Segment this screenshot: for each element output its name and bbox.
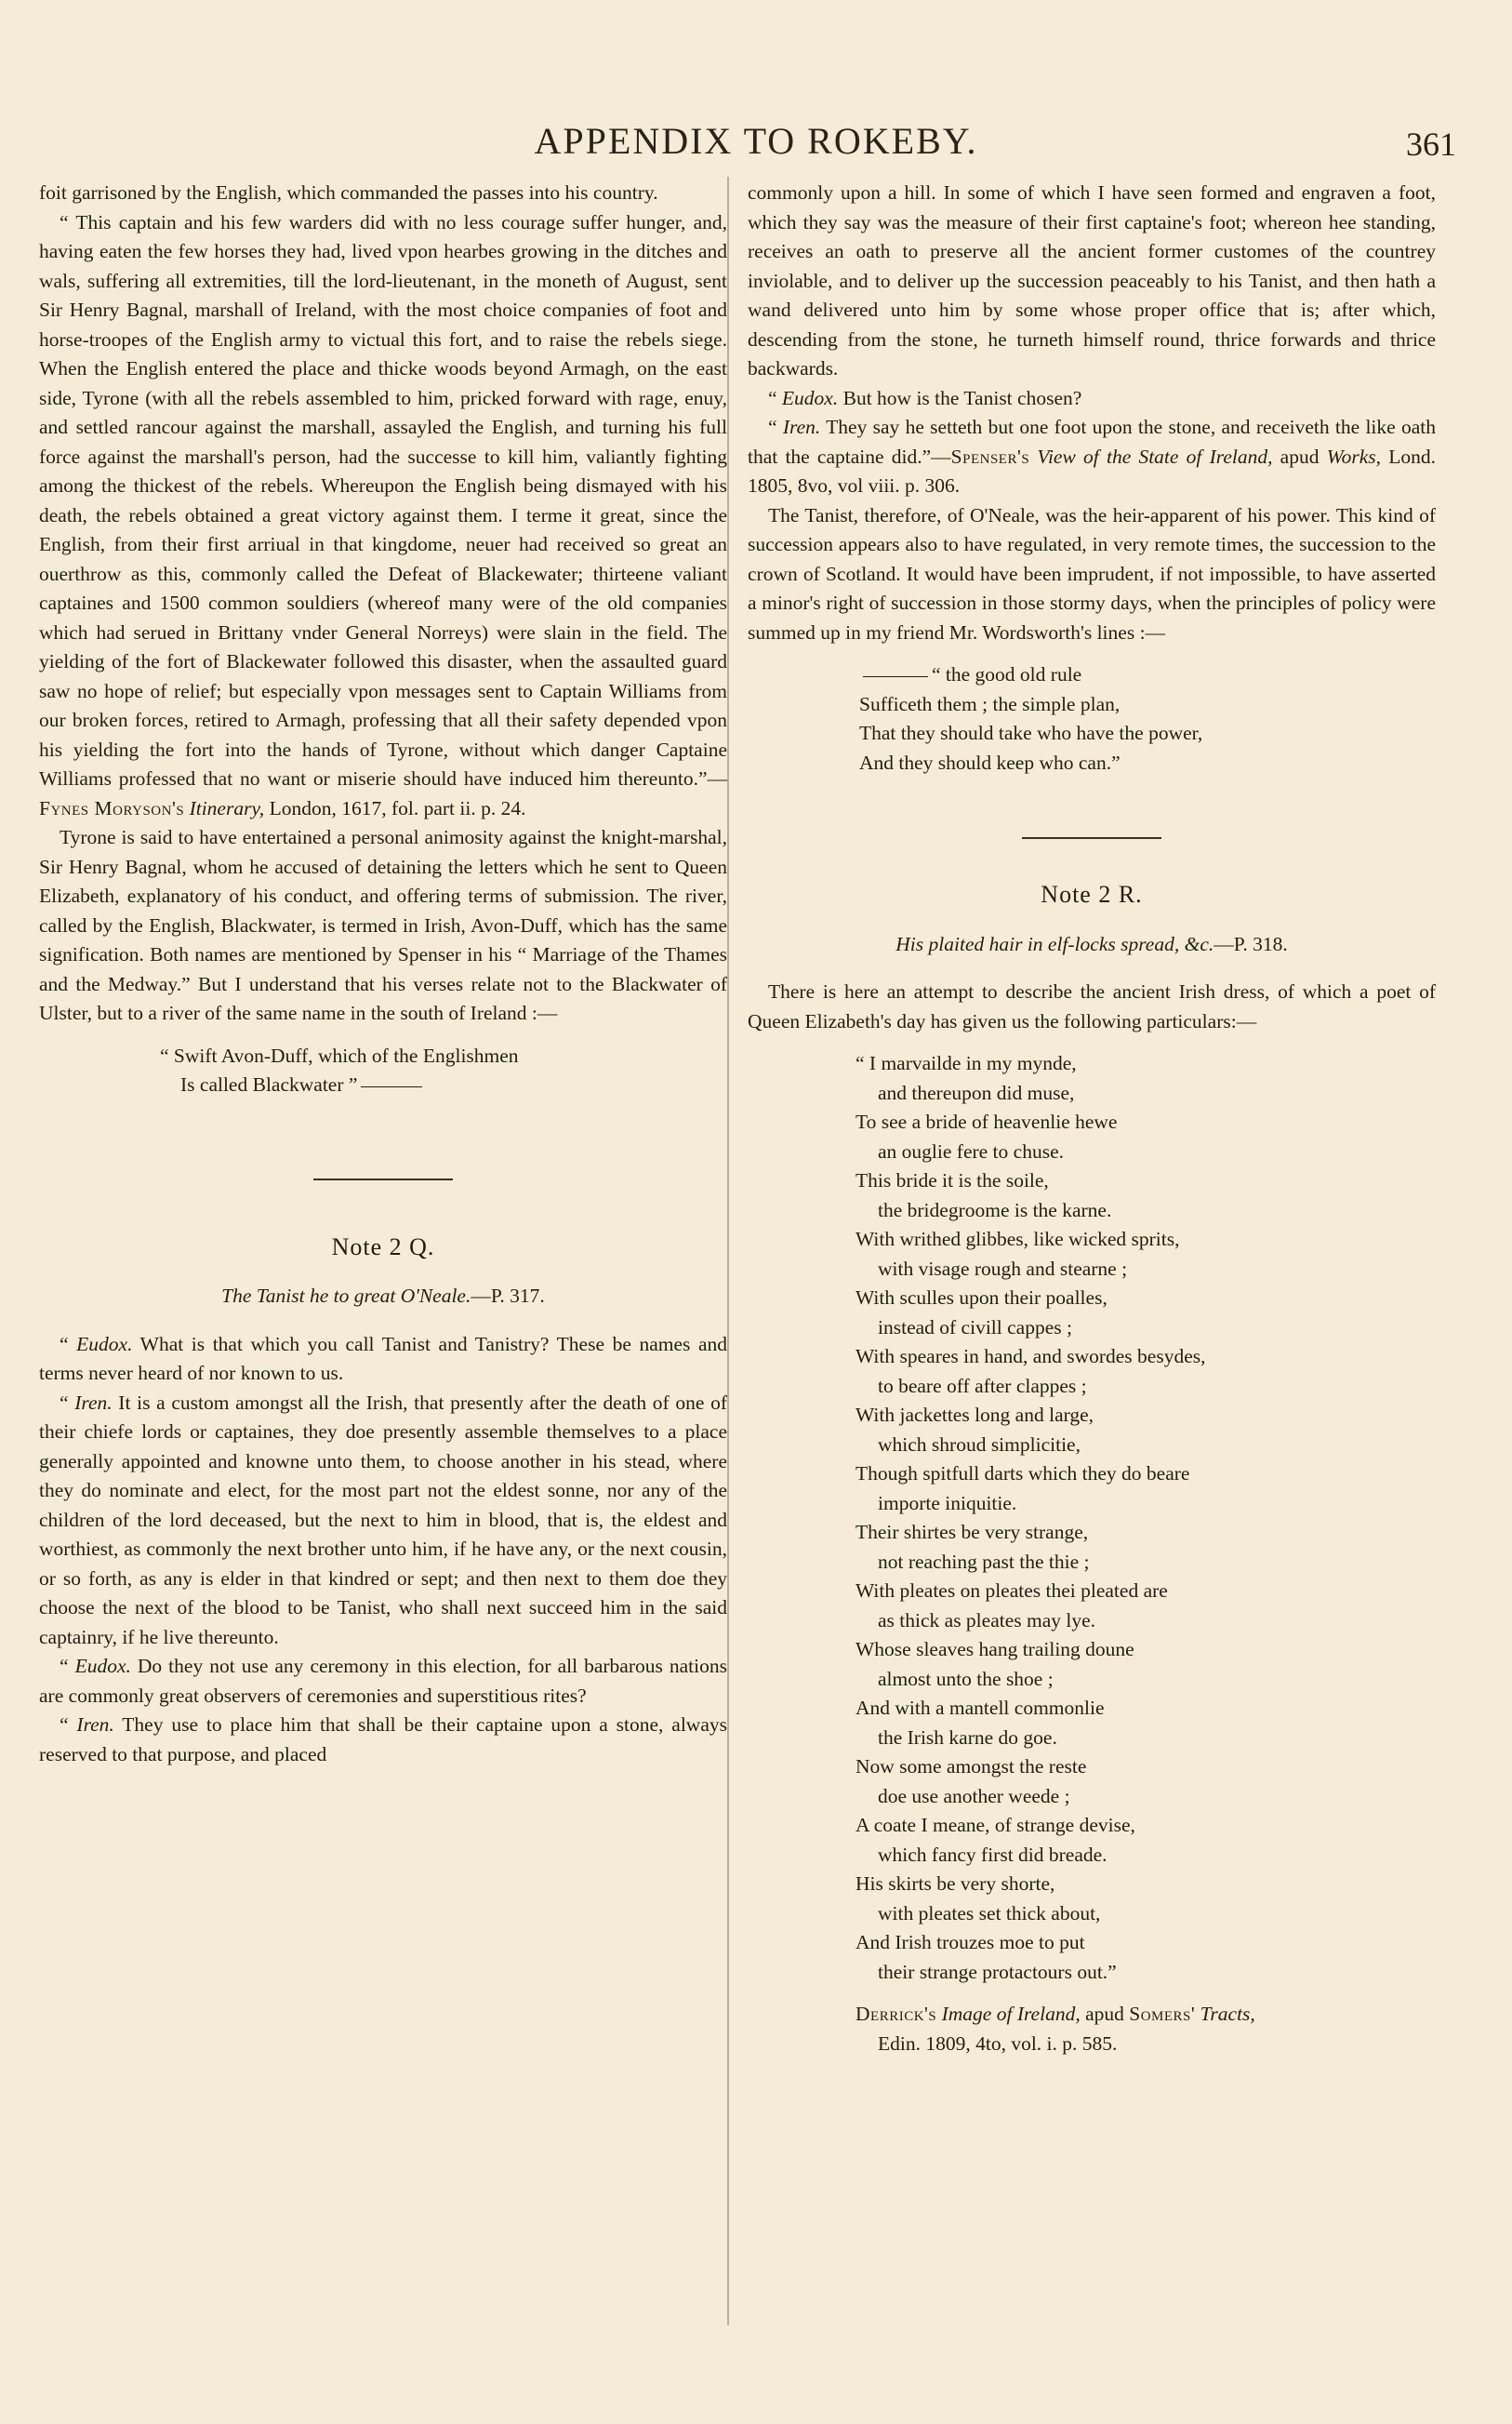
paragraph: foit garrisoned by the English, which commanded the passes into his country. xyxy=(39,181,658,204)
verse-line: And they should keep who can.” xyxy=(859,751,1121,774)
poem-line: To see a bride of heavenlie hewe xyxy=(855,1111,1118,1133)
citation-author: Spenser's xyxy=(950,445,1030,468)
poem-line: not reaching past the thie ; xyxy=(878,1550,1090,1573)
dialogue-text: It is a custom amongst all the Irish, that presently after the death of one of their chiefe lords or captaines, they doe presently assemble themselves to a place generally appointed and knowne unto them, to choose another in his stead, where they do nominate and elect, for the most part not the eldest sonne, nor any of the children of the lord deceased, but the next to him in blood, that is, the eldest and worthiest, as commonly the next brother unto him, if he have any, or the next cousin, or so forth, as any is elder in that kindred or sept; and then next to them doe they choose the next of the blood to be Tanist, who shall next succeed him in the said captainry, if he live thereunto. xyxy=(39,1391,727,1648)
poem-line: an ouglie fere to chuse. xyxy=(878,1139,1064,1163)
running-header: APPENDIX TO ROKEBY. xyxy=(534,120,978,162)
poem-line: almost unto the shoe ; xyxy=(878,1667,1054,1690)
speaker: Iren. xyxy=(74,1391,113,1414)
poem-line: Whose sleaves hang trailing doune xyxy=(855,1638,1134,1660)
note-quote: The Tanist he to great O'Neale. xyxy=(221,1285,471,1307)
dialogue-paragraph: “ Iren. They say he setteth but one foot upon the stone, and receiveth the like oath that the captaine did.”—Spenser's View of the State of Ireland, apud Works, Lond. 1805, 8vo, vol viii. p. 306. xyxy=(748,416,1437,497)
note-subheading xyxy=(39,1282,727,1312)
note-heading: Note 2 Q. xyxy=(331,1232,435,1260)
citation-author: Somers' xyxy=(1129,2003,1196,2025)
citation-tail: Edin. 1809, 4to, vol. i. p. 585. xyxy=(878,2031,1118,2055)
dialogue-paragraph: “ Eudox. Do they not use any ceremony in this election, for all barbarous nations are commonly great observers of ceremonies and superstitious rites? xyxy=(39,1655,727,1707)
dialogue-paragraph: “ Eudox. But how is the Tanist chosen? xyxy=(768,386,1082,409)
poem-line: A coate I meane, of strange devise, xyxy=(855,1814,1135,1836)
speaker: Eudox. xyxy=(76,1332,133,1355)
dialogue-text: They say he setteth but one foot upon the stone, and receiveth the like oath that the captaine did.”— xyxy=(748,416,1436,468)
poem-line: their strange protactours out.” xyxy=(878,1960,1117,1983)
citation-tail: Lond. 1805, 8vo, vol viii. p. 306. xyxy=(748,445,1437,497)
poem-line: Now some amongst the reste xyxy=(855,1755,1087,1778)
speaker: Eudox. xyxy=(781,386,839,409)
poem-block xyxy=(748,1049,1436,1987)
paragraph xyxy=(39,208,727,824)
poem-line: With writhed glibbes, like wicked sprits, xyxy=(855,1228,1180,1250)
dialogue-text: They use to place him that shall be their captaine upon a stone, always reserved to that purpose, and placed xyxy=(39,1713,727,1765)
dash-rule xyxy=(361,1086,422,1087)
paragraph: commonly upon a hill. In some of which I have seen formed and engraven a foot, which they say was the measure of their first captaine's foot; whereon hee standing, receives an oath to preserve all the ancient former customes of the countrey inviolable, and to deliver up the succession peaceably to his Tanist, and then hath a wand delivered unto him by some whose proper office that is; after which, descending from the stone, he turneth himself round, thrice forwards and thrice backwards. xyxy=(748,181,1436,380)
poem-line: to beare off after clappes ; xyxy=(878,1374,1087,1397)
note-reference: —P. 318. xyxy=(1214,932,1288,955)
poem-line: the Irish karne do goe. xyxy=(878,1725,1057,1749)
citation-work: View of the State of Ireland, xyxy=(1037,445,1273,468)
citation-tail: London, 1617, fol. part ii. p. 24. xyxy=(264,796,526,819)
poem-line: This bride it is the soile, xyxy=(855,1169,1049,1192)
note-quote: His plaited hair in elf-locks spread, &c. xyxy=(895,932,1214,955)
poem-line: With speares in hand, and swordes besydes, xyxy=(855,1345,1206,1367)
poem-line: Their shirtes be very strange, xyxy=(855,1521,1089,1543)
verse-block xyxy=(39,1042,727,1100)
citation-work: Itinerary, xyxy=(189,796,265,819)
poem-line: instead of civill cappes ; xyxy=(878,1315,1072,1339)
note-heading: Note 2 R. xyxy=(1041,881,1143,908)
poem-line: His skirts be very shorte, xyxy=(855,1872,1055,1895)
poem-citation xyxy=(748,2000,1436,2058)
section-rule xyxy=(313,1179,453,1180)
poem-line: With pleates on pleates thei pleated are xyxy=(855,1579,1168,1602)
paragraph: Tyrone is said to have entertained a personal animosity against the knight-marshal, Sir Henry Bagnal, whom he accused of detaining the letters which he sent to Queen Elizabeth, explanatory of his conduct, and offering terms of submission. The river, called by the English, Blackwater, is termed in Irish, Avon-Duff, which has the same signification. Both names are mentioned by Spenser in his “ Marriage of the Thames and the Medway.” But I understand that his verses relate not to the Blackwater of Ulster, but to a river of the same name in the south of Ireland :— xyxy=(39,826,727,1024)
column-divider xyxy=(727,177,729,2325)
quote-text: “ This captain and his few warders did with no less courage suffer hunger, and, having eaten the few horses they had, lived vpon hearbes growing in the ditches and wals, suffering all extremities, till the lord-lieutenant, in the moneth of August, sent Sir Henry Bagnal, marshall of Ireland, with the most choice companies of foot and horse-troopes of the English army to victual this fort, and to raise the rebels siege. When the English entered the place and thicke woods beyond Armagh, on the east side, Tyrone (with all the rebels assembled to him, pricked forward with rage, enuy, and settled rancour against the marshall, assayled the English, and turning his full force against the marshall's person, had the successe to kill him, valiantly fighting among the thickest of the rebels. Whereupon the English being dismayed with his death, the rebels obtained a great victory against them. I terme it great, since the English, from their first arriual in that kingdome, neuer had received so great an ouerthrow as this, commonly called the Defeat of Blackewater; thirteene valiant captaines and 1500 common souldiers (whereof many were of the old companies which had serued in Brittany vnder General Norreys) were slain in the field. The yielding of the fort of Blackewater followed this disaster, when the assaulted guard saw no hope of relief; but especially vpon messages sent to Captain Williams from our broken forces, retired to Armagh, professing that all their safety depended vpon his yielding the fort into the hands of Tyrone, without which danger Captaine Williams professed that no want or miserie should have induced him thereunto.”— xyxy=(39,210,727,790)
dialogue-paragraph: “ Iren. It is a custom amongst all the Irish, that presently after the death of one of their chiefe lords or captaines, they doe presently assemble themselves to a place generally appointed and knowne unto them, to choose another in his stead, where they do nominate and elect, for the most part not the eldest sonne, nor any of the children of the lord deceased, but the next to him in blood, that is, the eldest and worthiest, as commonly the next brother unto him, if he have any, or the next cousin, or so forth, as any is elder in that kindred or sept; and then next to them doe they choose the next of the blood to be Tanist, who shall next succeed him in the said captainry, if he live thereunto. xyxy=(39,1391,727,1648)
citation-work: Image of Ireland, xyxy=(941,2003,1081,2025)
poem-line: And with a mantell commonlie xyxy=(855,1697,1105,1719)
poem-line: with visage rough and stearne ; xyxy=(878,1257,1128,1280)
poem-line: With jackettes long and large, xyxy=(855,1404,1094,1426)
dialogue-text: What is that which you call Tanist and Tanistry? These be names and terms never heard of nor known to us. xyxy=(39,1332,728,1384)
dash-rule xyxy=(863,676,928,677)
dialogue-paragraph: “ Eudox. What is that which you call Tanist and Tanistry? These be names and terms never heard of nor known to us. xyxy=(39,1332,728,1384)
poem-line: with pleates set thick about, xyxy=(878,1901,1101,1925)
verse-line: Sufficeth them ; the simple plan, xyxy=(859,692,1121,715)
citation-mid: apud xyxy=(1272,445,1327,468)
verse-text: “ the good old rule xyxy=(932,663,1082,686)
section-rule xyxy=(1022,837,1161,839)
paragraph: The Tanist, therefore, of O'Neale, was the heir-apparent of his power. This kind of succession appears also to have regulated, in very remote times, the succession to the crown of Scotland. It would have been imprudent, if not impossible, to have asserted a minor's right of succession in those stormy days, when the principles of policy were summed up in my friend Mr. Wordsworth's lines :— xyxy=(748,503,1436,644)
dialogue-text: Do they not use any ceremony in this election, for all barbarous nations are commonly great observers of ceremonies and superstitious rites? xyxy=(39,1655,727,1707)
paragraph: There is here an attempt to describe the ancient Irish dress, of which a poet of Queen Elizabeth's day has given us the following particulars:— xyxy=(748,980,1436,1032)
poem-line: as thick as pleates may lye. xyxy=(878,1608,1096,1632)
page-number: 361 xyxy=(1406,126,1456,163)
note-subheading xyxy=(748,930,1436,960)
speaker: Eudox. xyxy=(74,1655,131,1677)
verse-line xyxy=(748,660,1436,690)
poem-line: “ I marvailde in my mynde, xyxy=(855,1052,1077,1074)
dialogue-paragraph: “ Iren. They use to place him that shall be their captaine upon a stone, always reserved to that purpose, and placed xyxy=(39,1713,727,1765)
speaker: Iren. xyxy=(782,416,821,438)
right-column xyxy=(748,179,1436,2058)
citation-works: Works, xyxy=(1326,445,1382,468)
verse-line: “ Swift Avon-Duff, which of the Englishmen xyxy=(160,1044,519,1067)
poem-line: doe use another weede ; xyxy=(878,1784,1070,1807)
poem-line: the bridegroome is the karne. xyxy=(878,1198,1112,1221)
poem-line: With sculles upon their poalles, xyxy=(855,1286,1107,1309)
poem-line: and thereupon did muse, xyxy=(878,1081,1075,1104)
poem-line: which shroud simplicitie, xyxy=(878,1432,1081,1456)
verse-text: Is called Blackwater ” xyxy=(180,1073,358,1096)
citation-author: Derrick's xyxy=(855,2003,937,2025)
citation-author: Fynes Moryson's xyxy=(39,796,185,819)
note-reference: —P. 317. xyxy=(471,1285,545,1307)
poem-line: And Irish trouzes moe to put xyxy=(855,1931,1085,1953)
poem-line: which fancy first did breade. xyxy=(878,1843,1107,1866)
verse-line: That they should take who have the power, xyxy=(859,722,1203,744)
verse-line xyxy=(39,1071,727,1100)
dialogue-text: But how is the Tanist chosen? xyxy=(838,386,1082,409)
speaker: Iren. xyxy=(76,1713,114,1736)
verse-block xyxy=(748,660,1436,778)
poem-line: importe iniquitie. xyxy=(878,1491,1017,1514)
left-column xyxy=(39,179,727,1769)
citation-tracts: Tracts, xyxy=(1200,2003,1255,2025)
citation-mid: apud xyxy=(1080,2003,1130,2025)
poem-line: Though spitfull darts which they do beare xyxy=(855,1462,1190,1485)
